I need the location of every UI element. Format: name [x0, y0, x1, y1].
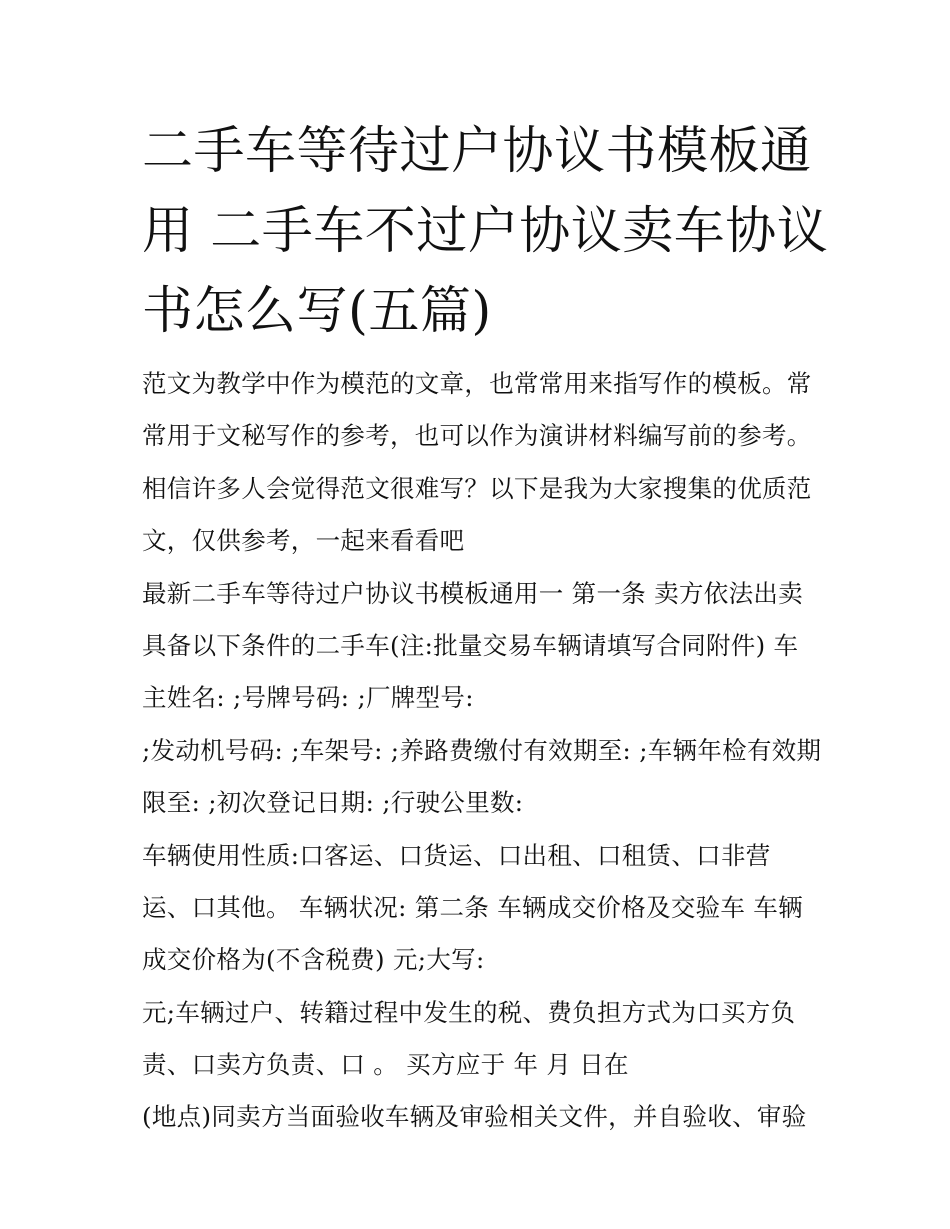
body-line: 责、口卖方负责、口 。 买方应于 年 月 日在 — [142, 1050, 629, 1080]
document-title — [142, 112, 829, 352]
title-line: 书怎么写(五篇) — [142, 282, 492, 341]
body-line: 最新二手车等待过户协议书模板通用一 第一条 卖方依法出卖 — [142, 578, 803, 608]
body-line: 相信许多人会觉得范文很难写？以下是我为大家搜集的优质范 — [142, 473, 812, 503]
title-line: 二手车等待过户协议书模板通 — [142, 122, 812, 181]
body-line: 文，仅供参考，一起来看看吧 — [142, 526, 465, 556]
body-line: 范文为教学中作为模范的文章，也常常用来指写作的模板。常 — [142, 369, 812, 398]
body-line: (地点)同卖方当面验收车辆及审验相关文件，并自验收、审验 — [142, 1102, 807, 1132]
body-line: 常用于文秘写作的参考，也可以作为演讲材料编写前的参考。 — [142, 421, 812, 451]
body-line: 元;车辆过户、转籍过程中发生的税、费负担方式为口买方负 — [142, 997, 796, 1027]
body-line: 限至: ;初次登记日期: ;行驶公里数: — [142, 788, 524, 818]
document-body — [142, 358, 822, 1144]
body-line: 车辆使用性质:口客运、口货运、口出租、口租赁、口非营 — [142, 840, 771, 870]
body-line: 具备以下条件的二手车(注:批量交易车辆请填写合同附件) 车 — [142, 630, 799, 660]
body-line: ;发动机号码: ;车架号: ;养路费缴付有效期至: ;车辆年检有效期 — [142, 735, 822, 765]
body-line: 运、口其他。 车辆状况: 第二条 车辆成交价格及交验车 车辆 — [142, 892, 803, 922]
body-line: 主姓名: ;号牌号码: ;厂牌型号: — [142, 683, 474, 713]
title-line: 用 二手车不过户协议卖车协议 — [142, 202, 829, 261]
body-line: 成交价格为(不含税费) 元;大写: — [142, 945, 485, 975]
